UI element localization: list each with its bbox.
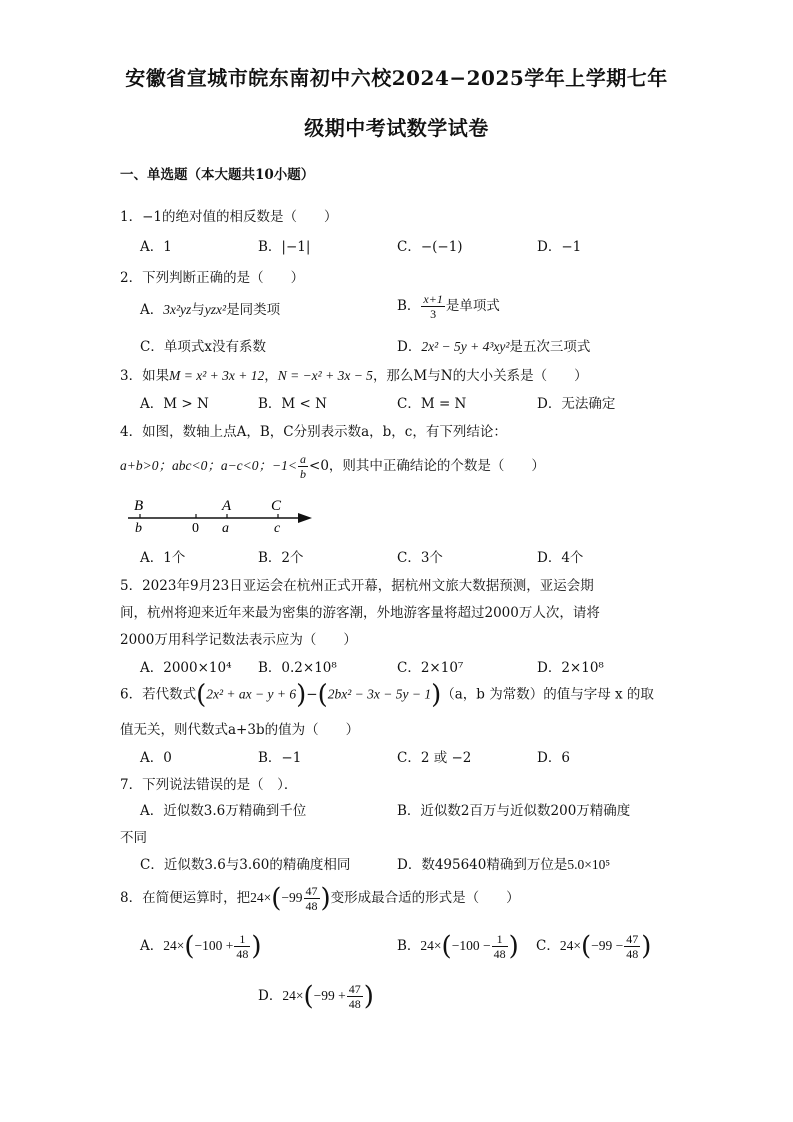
- q2-option-b: B． $\frac{x+1}{3}$ 是单项式: [397, 292, 500, 321]
- question-3-stem: 3．如果M = x² + 3x + 12，N = −x² + 3x − 5，那么M与N的大小关系是（ ）: [120, 368, 588, 384]
- tick-c-label: c: [274, 521, 281, 536]
- q6-option-d: D．6: [537, 750, 570, 766]
- q6-option-b: B．−1: [258, 750, 302, 766]
- q2-option-c: C．单项式x没有系数: [140, 339, 266, 355]
- q2-option-a: A．3x²yz与yzx²是同类项: [140, 302, 281, 318]
- tick-zero-label: 0: [192, 521, 199, 536]
- q4-option-b: B．2个: [258, 550, 304, 566]
- q7-option-a: A．近似数3.6万精确到千位: [140, 803, 307, 819]
- q6-option-a: A．0: [140, 750, 172, 766]
- q1-option-c: C．−(−1): [397, 239, 463, 255]
- question-2-stem: 2．下列判断正确的是（ ）: [120, 270, 305, 286]
- question-6-line1: 6．若代数式(2x² + ax − y + 6)−(2bx² − 3x − 5y − 1)（a，b 为常数）的值与字母 x 的取: [120, 680, 654, 710]
- q7-option-b-continued: 不同: [120, 830, 147, 846]
- question-4-conditions: a+b>0；abc<0；a−c<0；−1< $\frac{a}{b}$ <0，则其中正确结论的个数是（ ）: [120, 452, 545, 481]
- q1-option-d: D．−1: [537, 239, 582, 255]
- q8-option-d: D．24×(−99 + $\frac{47}{48}$ ): [258, 981, 374, 1012]
- q3-option-a: A．M > N: [140, 396, 209, 412]
- point-a-label: A: [222, 498, 232, 514]
- point-c-label: C: [271, 498, 282, 514]
- question-6-line2: 值无关，则代数式a+3b的值为（ ）: [120, 722, 360, 738]
- question-7-stem: 7．下列说法错误的是（ ）．: [120, 777, 298, 793]
- page-title-line2: 级期中考试数学试卷: [304, 116, 489, 140]
- q3-option-c: C．M = N: [397, 396, 467, 412]
- q4-option-a: A．1个: [140, 550, 186, 566]
- q4-option-d: D．4个: [537, 550, 584, 566]
- q8-option-a: A．24×(−100 + $\frac{1}{48}$ ): [140, 931, 262, 962]
- q8-option-c: C．24×(−99 − $\frac{47}{48}$ ): [536, 931, 652, 962]
- q1-option-a: A．1: [140, 239, 172, 255]
- q6-option-c: C．2 或 −2: [397, 750, 472, 766]
- point-b-label: B: [134, 498, 144, 514]
- question-1-stem: 1．−1的绝对值的相反数是（ ）: [120, 209, 338, 225]
- section-heading: 一、单选题（本大题共10小题）: [120, 167, 315, 183]
- q3-option-b: B．M < N: [258, 396, 327, 412]
- question-8-stem: 8．在简便运算时，把24×(−99 $\frac{47}{48}$ )变形成最合适的形式是（ ）: [120, 883, 520, 914]
- number-line: [126, 494, 326, 536]
- question-5-line2: 间，杭州将迎来近年来最为密集的游客潮，外地游客量将超过2000万人次，请将: [120, 605, 600, 621]
- tick-b-label: b: [135, 521, 142, 536]
- tick-a-label: a: [222, 521, 229, 536]
- q2-option-d: D．2x² − 5y + 4³xy²是五次三项式: [397, 339, 591, 355]
- q8-option-b: B．24×(−100 − $\frac{1}{48}$ ): [397, 931, 519, 962]
- q7-option-b: B．近似数2百万与近似数200万精确度: [397, 803, 631, 819]
- q5-option-b: B．0.2×10⁸: [258, 660, 337, 676]
- page-title-line1: 安徽省宣城市皖东南初中六校2024−2025学年上学期七年: [125, 66, 668, 90]
- q7-option-d: D．数495640精确到万位是5.0×10⁵: [397, 857, 611, 873]
- q1-option-b: B．|−1|: [258, 239, 311, 255]
- q5-option-c: C．2×10⁷: [397, 660, 464, 676]
- question-5-line3: 2000万用科学记数法表示应为（ ）: [120, 632, 357, 648]
- q4-option-c: C．3个: [397, 550, 443, 566]
- q5-option-d: D．2×10⁸: [537, 660, 604, 676]
- question-5-line1: 5．2023年9月23日亚运会在杭州正式开幕，据杭州文旅大数据预测，亚运会期: [120, 578, 594, 594]
- question-4-stem: 4．如图，数轴上点A，B，C分别表示数a，b，c，有下列结论：: [120, 424, 507, 440]
- q5-option-a: A．2000×10⁴: [140, 660, 232, 676]
- q3-option-d: D．无法确定: [537, 396, 616, 412]
- q7-option-c: C．近似数3.6与3.60的精确度相同: [140, 857, 351, 873]
